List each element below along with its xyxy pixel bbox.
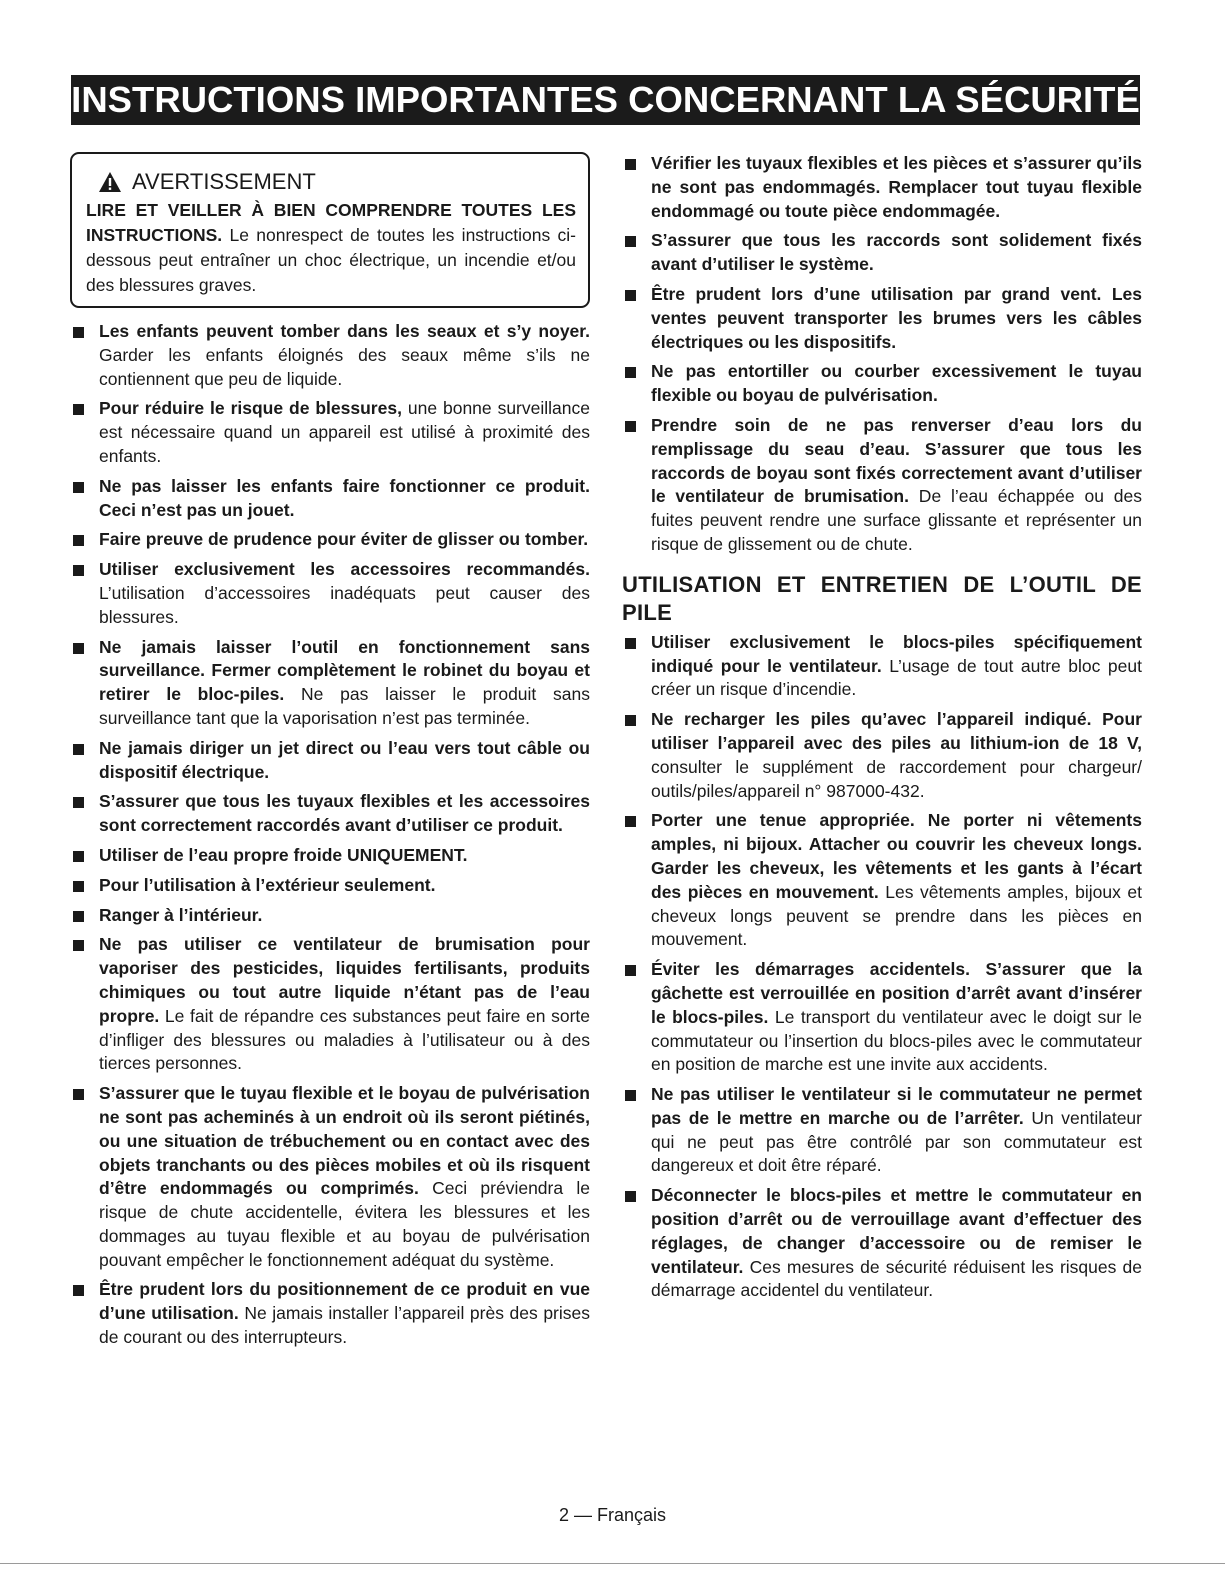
bullet-text: Un ventilateur qui ne peut pas être contrôlé par son commutateur est dangereux et doit être réparé. bbox=[651, 1107, 1142, 1176]
bullet-text: L’utilisation d’accessoires inadéquats peut causer des blessures. bbox=[99, 582, 590, 627]
bullet-item bbox=[622, 958, 1142, 1077]
bullet-text: Ceci préviendra le risque de chute accidentelle, évitera les blessures et les dommages au tuyau flexible et au boyau de pulvérisation pouvant empêcher le fonctionnement adéquat du système. bbox=[99, 1178, 590, 1270]
bullet-item bbox=[622, 283, 1142, 354]
bullet-bold-text: Éviter les démarrages accidentels. S’assurer que la gâchette est verrouillée en position d’arrêt avant d’insérer le blocs-piles. bbox=[651, 959, 1142, 1027]
page-banner: INSTRUCTIONS IMPORTANTES CONCERNANT LA SÉCURITÉ bbox=[71, 75, 1140, 125]
warning-title bbox=[98, 168, 576, 196]
bullet-text: une bonne surveillance est nécessaire quand un appareil est utilisé à proximité des enfants. bbox=[99, 398, 590, 466]
bullet-bold-text: Ne pas laisser les enfants faire fonctionner ce produit. Ceci n’est pas un jouet. bbox=[99, 475, 590, 520]
warning-triangle-icon bbox=[98, 171, 122, 193]
bullet-square-icon bbox=[625, 638, 636, 649]
bullet-item bbox=[70, 737, 590, 785]
bullet-square-icon bbox=[625, 1090, 636, 1101]
bottom-rule bbox=[0, 1563, 1225, 1564]
bullet-bold-text: Porter une tenue appropriée. Ne porter ni vêtements amples, ni bijoux. Attacher ou couvrir les cheveux longs. Garder les cheveux, les vêtements et les gants à l’écart des pièces en mouvement. bbox=[651, 810, 1142, 902]
right-top-bullet-list bbox=[622, 152, 1142, 557]
bullet-square-icon bbox=[625, 236, 636, 247]
bullet-item bbox=[622, 1083, 1142, 1178]
bullet-item bbox=[70, 558, 590, 629]
bullet-bold-text: Utiliser de l’eau propre froide UNIQUEMENT. bbox=[99, 844, 468, 865]
page-footer: 2 — Français bbox=[558, 1505, 667, 1525]
bullet-square-icon bbox=[73, 404, 84, 415]
bullet-bold-text: Utiliser exclusivement les accessoires recommandés. bbox=[99, 559, 590, 580]
bullet-bold-text: Être prudent lors du positionnement de ce produit en vue d’une utilisation. bbox=[99, 1279, 590, 1324]
right-bottom-bullet-list bbox=[622, 631, 1142, 1304]
bullet-item bbox=[622, 809, 1142, 952]
bullet-item bbox=[70, 844, 590, 868]
bullet-text: Ces mesures de sécurité réduisent les risques de démarrage accidentel du ventilateur. bbox=[651, 1256, 1142, 1301]
section-title: UTILISATION ET ENTRETIEN DE L’OUTIL DE PILE bbox=[622, 571, 1142, 625]
warning-bold: LIRE ET VEILLER À BIEN COMPRENDRE TOUTES LES INSTRUCTIONS. bbox=[86, 200, 576, 245]
left-bullet-list bbox=[70, 320, 590, 1350]
bullet-text: Le fait de répandre ces substances peut faire en sorte d’infliger des blessures ou maladies à l’utilisateur ou à des tierces personnes. bbox=[99, 1005, 590, 1074]
bullet-item bbox=[70, 790, 590, 838]
bullet-square-icon bbox=[625, 816, 636, 827]
bullet-item bbox=[70, 1082, 590, 1272]
bullet-text: Le transport du ventilateur avec le doigt sur le commutateur ou l’insertion du blocs-piles avec le commutateur en position de marche est une invite aux accidents. bbox=[651, 1006, 1142, 1075]
bullet-square-icon bbox=[73, 565, 84, 576]
bullet-text: Ne jamais installer l’appareil près des prises de courant ou des interrupteurs. bbox=[99, 1303, 590, 1348]
bullet-item bbox=[622, 229, 1142, 277]
bullet-bold-text: Utiliser exclusivement le blocs-piles spécifiquement indiqué pour le ventilateur. bbox=[651, 631, 1142, 676]
bullet-bold-text: Les enfants peuvent tomber dans les seaux et s’y noyer. bbox=[99, 321, 590, 341]
bullet-item bbox=[70, 636, 590, 731]
bullet-bold-text: Vérifier les tuyaux flexibles et les pièces et s’assurer qu’ils ne sont pas endommagés. Remplacer tout tuyau flexible endommagé ou toute pièce endommagée. bbox=[651, 153, 1142, 221]
bullet-square-icon bbox=[625, 367, 636, 378]
bullet-square-icon bbox=[625, 715, 636, 726]
warning-text: Le nonrespect de toutes les instructions ci-dessous peut entraîner un choc électrique, un incendie et/ou des blessures graves. bbox=[86, 225, 576, 295]
bullet-square-icon bbox=[73, 881, 84, 892]
bullet-item bbox=[622, 360, 1142, 408]
bullet-bold-text: Ne pas entortiller ou courber excessivement le tuyau flexible ou boyau de pulvérisation. bbox=[651, 361, 1142, 406]
bullet-bold-text: Déconnecter le blocs-piles et mettre le commutateur en position d’arrêt ou de verrouillage avant d’effectuer des réglages, de changer d’accessoire ou de remiser le ventilateur. bbox=[651, 1185, 1142, 1277]
bullet-item bbox=[622, 1184, 1142, 1303]
bullet-square-icon bbox=[625, 159, 636, 170]
bullet-bold-text: S’assurer que tous les tuyaux flexibles et les accessoires sont correctement raccordés avant d’utiliser ce produit. bbox=[99, 791, 590, 836]
bullet-bold-text: Faire preuve de prudence pour éviter de glisser ou tomber. bbox=[99, 529, 589, 550]
bullet-text: consulter le supplément de raccordement pour chargeur/ outils/piles/appareil n° 987000-432. bbox=[651, 756, 1142, 801]
bullet-bold-text: Ne pas utiliser ce ventilateur de brumisation pour vaporiser des pesticides, liquides fertilisants, produits chimiques ou tout autre liquide n’étant pas de l’eau propre. bbox=[99, 934, 590, 1026]
bullet-item bbox=[70, 475, 590, 523]
bullet-item bbox=[70, 397, 590, 468]
bullet-text: Ne pas laisser le produit sans surveillance tant que la vaporisation n’est pas terminée. bbox=[99, 684, 590, 728]
bullet-item bbox=[70, 904, 590, 928]
bullet-square-icon bbox=[73, 482, 84, 493]
bullet-item bbox=[70, 320, 590, 391]
bullet-square-icon bbox=[73, 535, 84, 546]
bullet-bold-text: Pour réduire le risque de blessures, bbox=[99, 398, 402, 419]
warning-body bbox=[86, 198, 576, 298]
bullet-bold-text: Ne jamais diriger un jet direct ou l’eau vers tout câble ou dispositif électrique. bbox=[99, 737, 590, 782]
bullet-square-icon bbox=[73, 797, 84, 808]
bullet-square-icon bbox=[625, 1191, 636, 1202]
bullet-bold-text: S’assurer que tous les raccords sont solidement fixés avant d’utiliser le système. bbox=[651, 230, 1142, 275]
bullet-square-icon bbox=[73, 327, 84, 338]
warning-title-text: AVERTISSEMENT bbox=[132, 169, 316, 194]
bullet-square-icon bbox=[73, 1089, 84, 1100]
bullet-item bbox=[70, 1278, 590, 1349]
bullet-square-icon bbox=[73, 851, 84, 862]
bullet-text: Garder les enfants éloignés des seaux même s’ils ne contiennent que peu de liquide. bbox=[99, 344, 590, 389]
bullet-item bbox=[70, 528, 590, 552]
bullet-bold-text: Ne jamais laisser l’outil en fonctionnement sans surveillance. Fermer complètement le robinet du boyau et retirer le bloc-piles. bbox=[99, 636, 590, 705]
bullet-bold-text: Ranger à l’intérieur. bbox=[99, 904, 263, 925]
bullet-bold-text: Pour l’utilisation à l’extérieur seulement. bbox=[99, 874, 436, 895]
bullet-item bbox=[70, 933, 590, 1076]
bullet-square-icon bbox=[73, 643, 84, 654]
bullet-square-icon bbox=[73, 744, 84, 755]
bullet-text: L’usage de tout autre bloc peut créer un risque d’incendie. bbox=[651, 655, 1142, 700]
bullet-text: De l’eau échappée ou des fuites peuvent rendre une surface glissante et représenter un risque de glissement ou de chute. bbox=[651, 486, 1142, 554]
bullet-bold-text: S’assurer que le tuyau flexible et le boyau de pulvérisation ne sont pas acheminés à un endroit où ils seront piétinés, ou une situation de trébuchement ou en contact avec des objets tranchants ou des pièces mobiles et où ils risquent d’être endommagés ou comprimés. bbox=[99, 1083, 590, 1199]
bullet-square-icon bbox=[73, 1285, 84, 1296]
bullet-square-icon bbox=[625, 290, 636, 301]
bullet-bold-text: Ne recharger les piles qu’avec l’appareil indiqué. Pour utiliser l’appareil avec des piles au lithium-ion de 18 V, bbox=[651, 709, 1142, 753]
bullet-bold-text: Ne pas utiliser le ventilateur si le commutateur ne permet pas de le mettre en marche ou de l’arrêter. bbox=[651, 1084, 1142, 1128]
warning-box bbox=[70, 152, 590, 308]
bullet-text: Les vêtements amples, bijoux et cheveux longs peuvent se prendre dans les pièces en mouvement. bbox=[651, 881, 1142, 950]
bullet-square-icon bbox=[73, 940, 84, 951]
left-column bbox=[70, 152, 590, 1356]
bullet-square-icon bbox=[73, 911, 84, 922]
bullet-item bbox=[622, 631, 1142, 702]
bullet-bold-text: Être prudent lors d’une utilisation par grand vent. Les ventes peuvent transporter les brumes vers les câbles électriques ou les dispositifs. bbox=[651, 283, 1142, 352]
bullet-item bbox=[622, 152, 1142, 223]
bullet-item bbox=[622, 414, 1142, 557]
bullet-bold-text: Prendre soin de ne pas renverser d’eau lors du remplissage du seau d’eau. S’assurer que tous les raccords de boyau sont fixés correctement avant d’utiliser le ventilateur de brumisation. bbox=[651, 414, 1142, 507]
right-column bbox=[622, 152, 1142, 1309]
bullet-item bbox=[70, 874, 590, 898]
bullet-square-icon bbox=[625, 421, 636, 432]
bullet-item bbox=[622, 708, 1142, 803]
bullet-square-icon bbox=[625, 965, 636, 976]
